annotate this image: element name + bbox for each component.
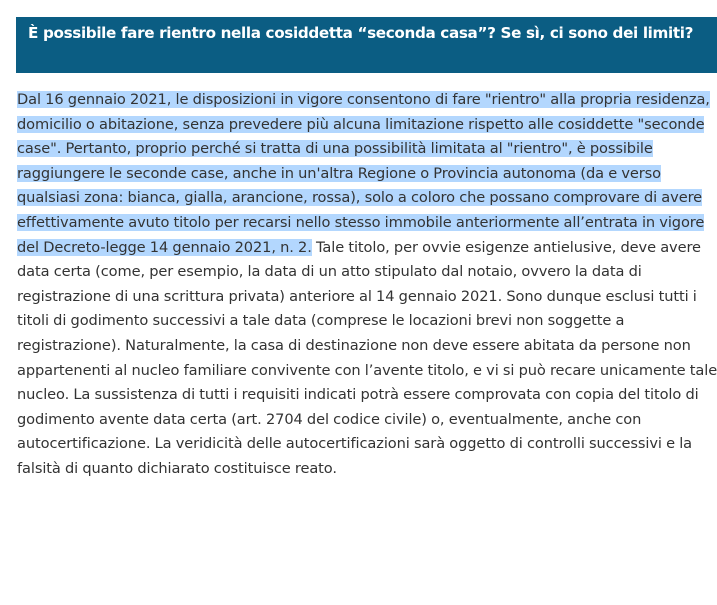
- faq-question-title: È possibile fare rientro nella cosiddetta “seconda casa”? Se sì, ci sono dei limiti?: [28, 24, 694, 42]
- selected-text-highlight: Dal 16 gennaio 2021, le disposizioni in vigore consentono di fare "rientro" alla propria residenza, domicilio o abitazione, senza prevedere più alcuna limitazione rispetto alle cosiddette "seconde case". Pertanto, proprio perché si tratta di una possibilità limitata al "rientro", è possibile raggiungere le seconde case, anche in un'altra Regione o Provincia autonoma (da e verso qualsiasi zona: bianca, gialla, arancione, rossa), solo a coloro che possano comprovare di avere effettivamente avuto titolo per recarsi nello stesso immobile anteriormente all’entrata in vigore del Decreto-legge 14 gennaio 2021, n. 2.: [17, 91, 710, 256]
- answer-continuation: Tale titolo, per ovvie esigenze antielusive, deve avere data certa (come, per esempio, la data di un atto stipulato dal notaio, ovvero la data di registrazione di una scrittura privata) anteriore al 14 gennaio 2021. Sono dunque esclusi tutti i titoli di godimento successivi a tale data (comprese le locazioni brevi non soggette a registrazione). Naturalmente, la casa di destinazione non deve essere abitata da persone non appartenenti al nucleo familiare convivente con l’avente titolo, e vi si può recare unicamente tale nucleo. La sussistenza di tutti i requisiti indicati potrà essere comprovata con copia del titolo di godimento avente data certa (art. 2704 del codice civile) o, eventualmente, anche con autocertificazione. La veridicità delle autocertificazioni sarà oggetto di controlli successivi e la falsità di quanto dichiarato costituisce reato.: [17, 238, 717, 477]
- faq-question-header[interactable]: [16, 17, 717, 73]
- faq-answer-text: [17, 88, 717, 482]
